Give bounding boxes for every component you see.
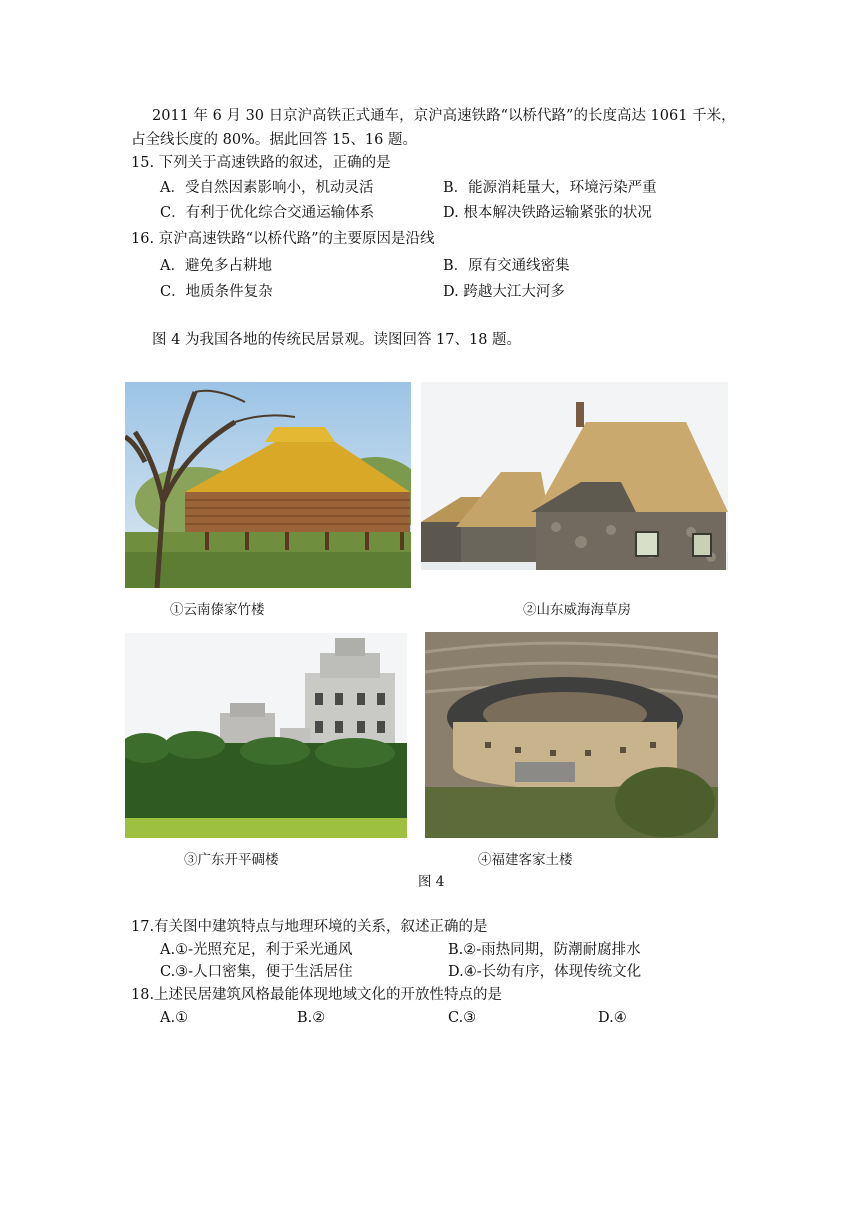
- question-16-stem: 16. 京沪高速铁路“以桥代路”的主要原因是沿线: [131, 231, 435, 247]
- intro-15-16-line2: 占全线长度的 80%。据此回答 15、16 题。: [131, 132, 417, 148]
- question-17-stem: 17.有关图中建筑特点与地理环境的关系，叙述正确的是: [131, 919, 488, 935]
- question-16-option-c[interactable]: C．地质条件复杂: [160, 284, 273, 300]
- question-18-option-c[interactable]: C.③: [448, 1010, 477, 1026]
- photo-dai-bamboo-house: [125, 382, 411, 588]
- intro-17-18: 图 4 为我国各地的传统民居景观。读图回答 17、18 题。: [152, 332, 522, 348]
- question-18-option-d[interactable]: D.④: [598, 1010, 627, 1026]
- intro-15-16-line1: 2011 年 6 月 30 日京沪高铁正式通车，京沪高速铁路“以桥代路”的长度高达 1061 千米，: [152, 108, 736, 124]
- question-18-option-a[interactable]: A.①: [160, 1010, 189, 1026]
- question-18-stem: 18.上述民居建筑风格最能体现地域文化的开放性特点的是: [131, 987, 503, 1003]
- question-16-option-a[interactable]: A．避免多占耕地: [160, 258, 272, 274]
- caption-photo-3: ③广东开平碉楼: [184, 852, 279, 868]
- question-15-stem: 15. 下列关于高速铁路的叙述，正确的是: [131, 155, 391, 171]
- caption-photo-4: ④福建客家土楼: [478, 852, 573, 868]
- question-16-option-b[interactable]: B．原有交通线密集: [443, 258, 570, 274]
- photo-kaiping-diaolou: [125, 633, 407, 838]
- question-18-option-b[interactable]: B.②: [297, 1010, 326, 1026]
- caption-photo-2: ②山东威海海草房: [523, 602, 631, 618]
- question-15-option-d[interactable]: D. 根本解决铁路运输紧张的状况: [443, 205, 652, 221]
- question-15-option-c[interactable]: C．有利于优化综合交通运输体系: [160, 205, 375, 221]
- figure-label: 图 4: [418, 874, 445, 890]
- question-15-option-a[interactable]: A．受自然因素影响小，机动灵活: [160, 180, 374, 196]
- photo-weihai-seaweed-house: [421, 382, 728, 588]
- question-17-option-d[interactable]: D.④-长幼有序，体现传统文化: [448, 964, 642, 980]
- question-17-option-a[interactable]: A.①-光照充足，利于采光通风: [160, 942, 353, 958]
- photo-fujian-tulou: [425, 632, 718, 838]
- question-17-option-c[interactable]: C.③-人口密集，便于生活居住: [160, 964, 353, 980]
- question-15-option-b[interactable]: B．能源消耗量大，环境污染严重: [443, 180, 657, 196]
- question-17-option-b[interactable]: B.②-雨热同期，防潮耐腐排水: [448, 942, 641, 958]
- caption-photo-1: ①云南傣家竹楼: [170, 602, 265, 618]
- question-16-option-d[interactable]: D. 跨越大江大河多: [443, 284, 565, 300]
